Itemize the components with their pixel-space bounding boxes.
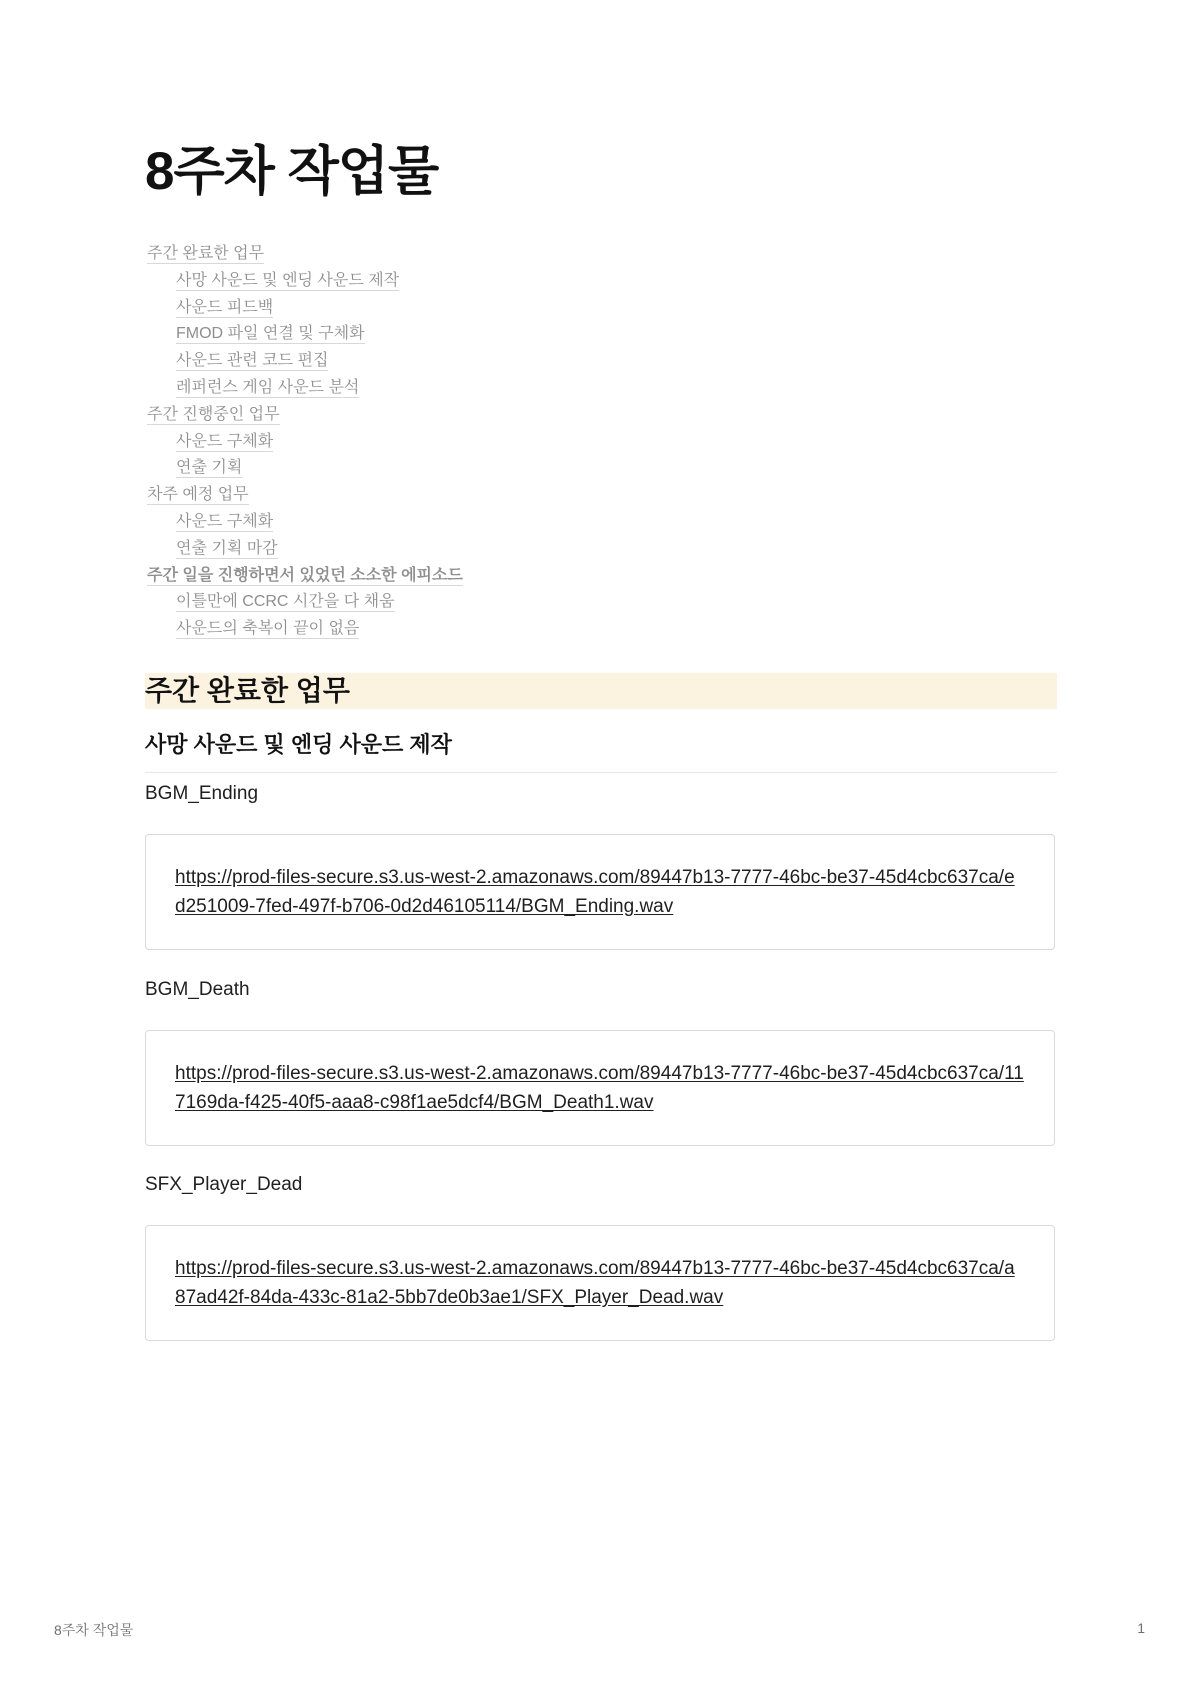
toc-item-label: 주간 완료한 업무 [147,245,265,262]
toc-item[interactable] [147,455,1047,482]
toc-item[interactable] [147,482,1047,509]
toc-item[interactable] [147,589,1047,616]
toc-item[interactable] [147,563,1047,590]
toc-item[interactable] [147,241,1047,268]
toc-item-label: 주간 진행중인 업무 [147,405,280,423]
page-number: 1 [1137,1620,1145,1636]
toc-item-label: 레퍼런스 게임 사운드 분석 [176,378,360,396]
toc-item-label: FMOD 파일 연결 및 구체화 [176,325,365,343]
file-label: BGM_Ending [145,783,259,804]
toc-item-label: 사망 사운드 및 엔딩 사운드 제작 [176,271,400,289]
toc-item-label: 연출 기획 [176,459,243,477]
file-link[interactable]: https://prod-files-secure.s3.us-west-2.amazonaws.com/89447b13-7777-46bc-be37-45d4cbc637ca/117169da-f425-40f5-aaa8-c98f1ae5dcf4/BGM_Death1.wav [175,1063,1024,1113]
toc-item[interactable] [147,429,1047,456]
toc-item[interactable] [147,268,1047,295]
footer-title: 8주차 작업물 [54,1622,134,1638]
toc-item[interactable] [147,321,1047,348]
toc-item-label: 이틀만에 CCRC 시간을 다 채움 [176,593,395,611]
page-title: 8주차 작업물 [145,142,439,201]
toc-item-label: 사운드 관련 코드 편집 [176,352,329,370]
section-heading: 주간 완료한 업무 [145,673,1057,709]
section-subheading: 사망 사운드 및 엔딩 사운드 제작 [145,728,1057,773]
file-label: SFX_Player_Dead [145,1174,303,1195]
toc-item-label: 사운드 구체화 [176,512,274,530]
toc-item-label: 차주 예정 업무 [147,486,249,504]
toc-item[interactable] [147,509,1047,536]
toc-item[interactable] [147,402,1047,429]
toc-item-label: 사운드의 축복이 끝이 없음 [176,620,360,638]
file-embed-box [145,1030,1055,1146]
toc-item[interactable] [147,536,1047,563]
toc-item[interactable] [147,295,1047,322]
file-link[interactable]: https://prod-files-secure.s3.us-west-2.amazonaws.com/89447b13-7777-46bc-be37-45d4cbc637ca/ed251009-7fed-497f-b706-0d2d46105114/BGM_Ending.wav [175,867,1015,917]
toc-item-label: 주간 일을 진행하면서 있었던 소소한 에피소드 [147,566,463,584]
file-embed-box [145,834,1055,950]
file-embed-box [145,1225,1055,1341]
toc-item[interactable] [147,348,1047,375]
table-of-contents [147,241,1047,643]
file-label: BGM_Death [145,979,250,1000]
toc-item[interactable] [147,375,1047,402]
toc-item[interactable] [147,616,1047,643]
toc-item-label: 사운드 구체화 [176,432,274,450]
file-link[interactable]: https://prod-files-secure.s3.us-west-2.amazonaws.com/89447b13-7777-46bc-be37-45d4cbc637ca/a87ad42f-84da-433c-81a2-5bb7de0b3ae1/SFX_Player_Dead.wav [175,1258,1015,1308]
toc-item-label: 연출 기획 마감 [176,539,278,557]
toc-item-label: 사운드 피드백 [176,298,274,316]
